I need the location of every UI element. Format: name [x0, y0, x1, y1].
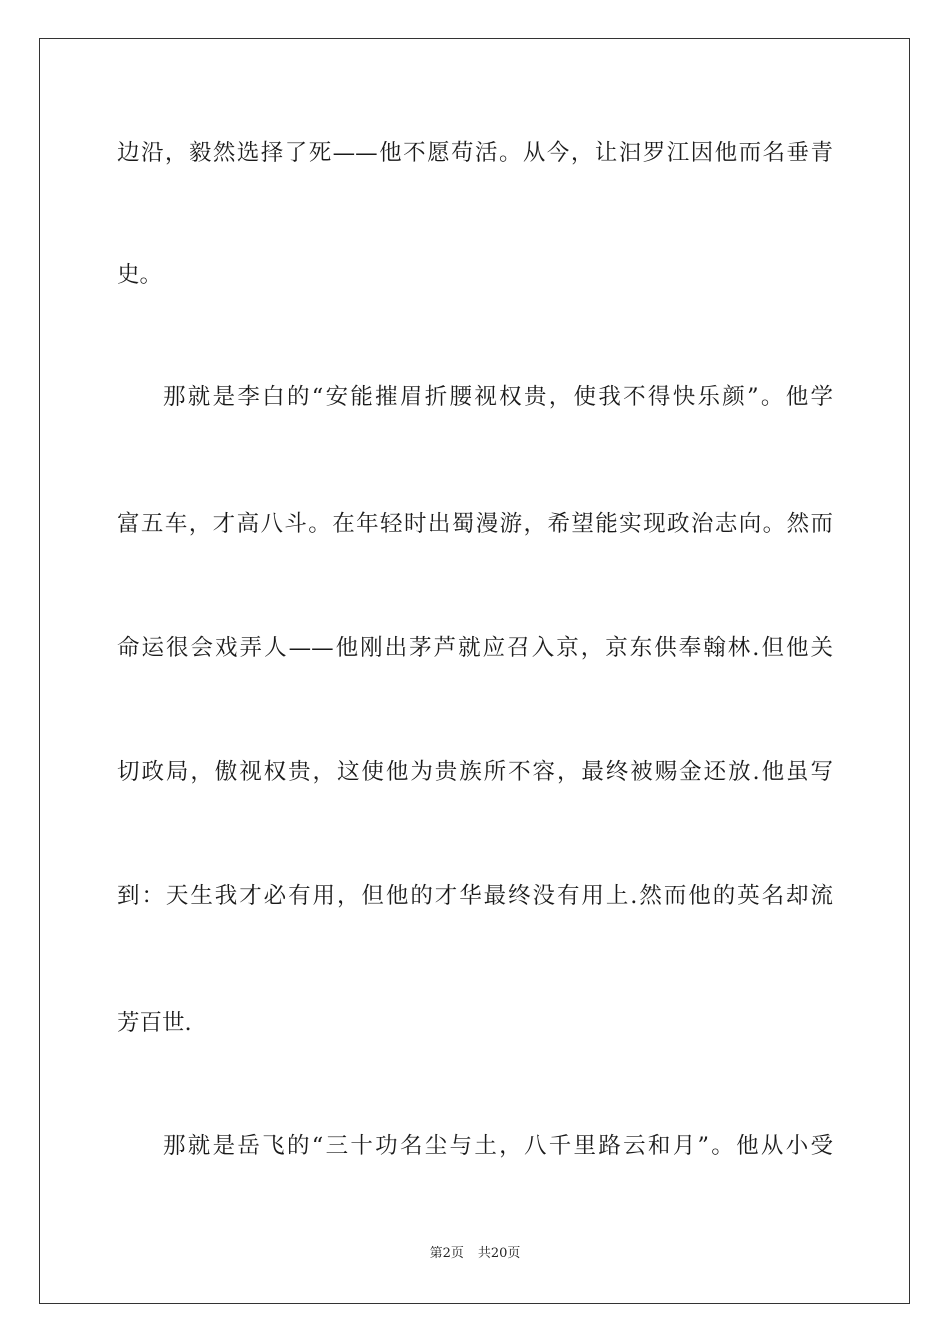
- text-line: 富五车，才高八斗。在年轻时出蜀漫游，希望能实现政治志向。然而: [117, 511, 833, 537]
- text-line: 芳百世.: [117, 1010, 192, 1036]
- page-total: 共20页: [477, 1246, 521, 1261]
- page-footer: [0, 1245, 950, 1263]
- text-line: 史。: [117, 262, 163, 288]
- text-line: 边沿，毅然选择了死——他不愿苟活。从今，让汩罗江因他而名垂青: [117, 140, 833, 166]
- text-line: 那就是李白的“安能摧眉折腰视权贵，使我不得快乐颜”。他学: [163, 384, 833, 410]
- text-line: 到：天生我才必有用，但他的才华最终没有用上.然而他的英名却流: [117, 883, 833, 909]
- text-line: 切政局，傲视权贵，这使他为贵族所不容，最终被赐金还放.他虽写: [117, 759, 833, 785]
- page-border: [39, 38, 910, 1304]
- text-line: 那就是岳飞的“三十功名尘与土，八千里路云和月”。他从小受: [163, 1133, 833, 1159]
- text-line: 命运很会戏弄人——他刚出茅芦就应召入京，京东供奉翰林.但他关: [117, 635, 833, 661]
- page-number: 第2页: [429, 1246, 464, 1261]
